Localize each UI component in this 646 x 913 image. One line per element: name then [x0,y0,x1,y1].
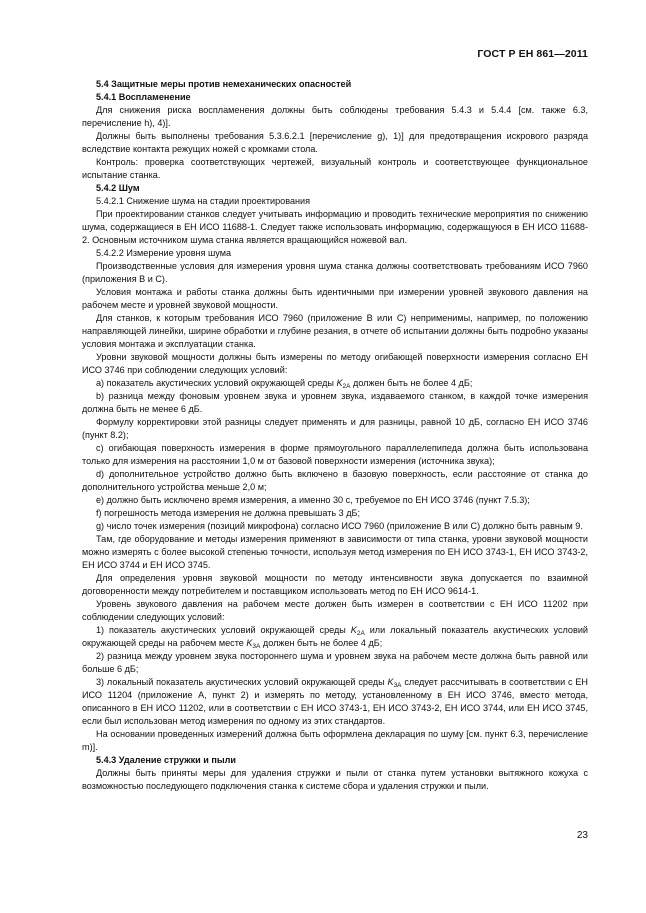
text-run: а) показатель акустических условий окружающей среды [96,378,337,388]
paragraph: 5.4.2.1 Снижение шума на стадии проектирования [96,196,311,206]
symbol-k: K [350,625,357,635]
section-heading: 5.4 Защитные меры против немеханических опасностей [96,79,352,89]
paragraph: На основании проведенных измерений должна быть оформлена декларация по шуму [см. пункт 6.3, перечисление m)]. [82,729,588,752]
text-run: 3) локальный показатель акустических условий окружающей среды [96,677,388,687]
paragraph: Для определения уровня звуковой мощности по методу интенсивности звука допускается по взаимной договоренности между потребителем и поставщиком использовать метод по ЕН ИСО 9614-1. [82,573,588,596]
symbol-subscript: 3A [252,643,261,650]
paragraph: Там, где оборудование и методы измерения применяют в зависимости от типа станка, уровни звуковой мощности можно измерять с более высокой степенью точности, используя метод измерения по ЕН ИСО 3743-1, ЕН ИСО 3743-2, ЕН ИСО 3744 и ЕН ИСО 3745. [82,534,588,570]
paragraph: b) разница между фоновым уровнем звука и уровнем звука, издаваемого станком, в каждой точке измерения должна быть не менее 6 дБ. [82,391,588,414]
paragraph [82,377,588,390]
section-heading: 5.4.3 Удаление стружки и пыли [96,755,237,765]
page-body [82,78,588,793]
paragraph: е) должно быть исключено время измерения, а именно 30 с, требуемое по ЕН ИСО 3746 (пункт 7.5.3); [96,495,530,505]
section-heading: 5.4.1 Воспламенение [96,92,191,102]
paragraph: Уровень звукового давления на рабочем месте должен быть измерен в соответствии с ЕН ИСО 11202 при соблюдении следующих условий: [82,599,588,622]
text-run: или локальный показатель акустических условий окружающей среды на рабочем месте [82,625,588,648]
symbol-k: K [336,378,343,388]
paragraph: Производственные условия для измерения уровня шума станка должны соответствовать требованиям ИСО 7960 (приложения В и С). [82,261,588,284]
page-number: 23 [576,830,588,841]
paragraph [82,624,588,650]
paragraph: с) огибающая поверхность измерения в форме прямоугольного параллелепипеда должна быть использована только для измерения на расстоянии 1,0 м от базовой поверхности измерения (источника звука); [82,443,588,466]
section-heading: 5.4.2 Шум [96,183,140,193]
paragraph: Должны быть выполнены требования 5.3.6.2.1 [перечисление g), 1)] для предотвращения искрового разряда вследствие контакта режущих ножей с кромками стола. [82,131,588,154]
paragraph: При проектировании станков следует учитывать информацию и проводить технические мероприятия по снижению шума, содержащиеся в ЕН ИСО 11688-1. Следует также использовать информацию, содержащуюся в ЕН ИСО 11688-2. Основным источником шума станка является вращающийся ножевой вал. [82,209,588,245]
text-run: должен быть не более 4 дБ; [260,638,383,648]
symbol-subscript: 2A [356,630,365,637]
paragraph: Должны быть приняты меры для удаления стружки и пыли от станка путем установки вытяжного кожуха с возможностью последующего подключения станка к системе сбора и удаления стружки и пыли. [82,768,588,791]
symbol-k: K [246,638,253,648]
paragraph: Формулу корректировки этой разницы следует применять и для разницы, равной 10 дБ, согласно ЕН ИСО 3746 (пункт 8.2); [82,417,588,440]
paragraph: 2) разница между уровнем звука постороннего шума и уровнем звука на рабочем месте должна быть равной или больше 6 дБ; [82,651,588,674]
symbol-k: K [387,677,394,687]
paragraph: Для станков, к которым требования ИСО 7960 (приложение В или С) неприменимы, например, по положению направляющей линейки, ширине обработки и глубине резания, в отчете об испытании должны быть подробно указаны условия монтажа и эксплуатации станка. [82,313,588,349]
paragraph: Контроль: проверка соответствующих чертежей, визуальный контроль и соответствующее функциональное испытание станка. [82,157,588,180]
paragraph: Уровни звуковой мощности должны быть измерены по методу огибающей поверхности измерения согласно ЕН ИСО 3746 при соблюдении следующих условий: [82,352,588,375]
document-header: ГОСТ Р ЕН 861—2011 [477,48,588,60]
paragraph: d) дополнительное устройство должно быть включено в базовую поверхность, если расстояние от станка до дополнительного устройства меньше 2,0 м; [82,469,588,492]
text-run: следует рассчитывать в соответствии с ЕН ИСО 11204 (приложение А, пункт 2) и измерять по методу, установленному в ЕН ИСО 3746, вместо метода, описанного в ЕН ИСО 11202, или в соответствии с ЕН ИСО 3743-1, ЕН ИСО 3743-2, ЕН ИСО 3744, или ЕН ИСО 3745, если был использован метод измерения по одному из этих стандартов. [82,677,588,726]
paragraph: f) погрешность метода измерения не должна превышать 3 дБ; [96,508,361,518]
paragraph: Условия монтажа и работы станка должны быть идентичными при измерении уровней звукового давления на рабочем месте и уровней звуковой мощности. [82,287,588,310]
paragraph: 5.4.2.2 Измерение уровня шума [96,248,232,258]
paragraph: g) число точек измерения (позиций микрофона) согласно ИСО 7960 (приложение В или С) должно быть равным 9. [96,521,583,531]
symbol-subscript: 2A [342,383,351,390]
paragraph: Для снижения риска воспламенения должны быть соблюдены требования 5.4.3 и 5.4.4 [см. также 6.3, перечисление h), 4)]. [82,105,588,128]
text-run: должен быть не более 4 дБ; [350,378,473,388]
text-run: 1) показатель акустических условий окружающей среды [96,625,351,635]
symbol-subscript: 3A [393,682,402,689]
paragraph [82,676,588,728]
